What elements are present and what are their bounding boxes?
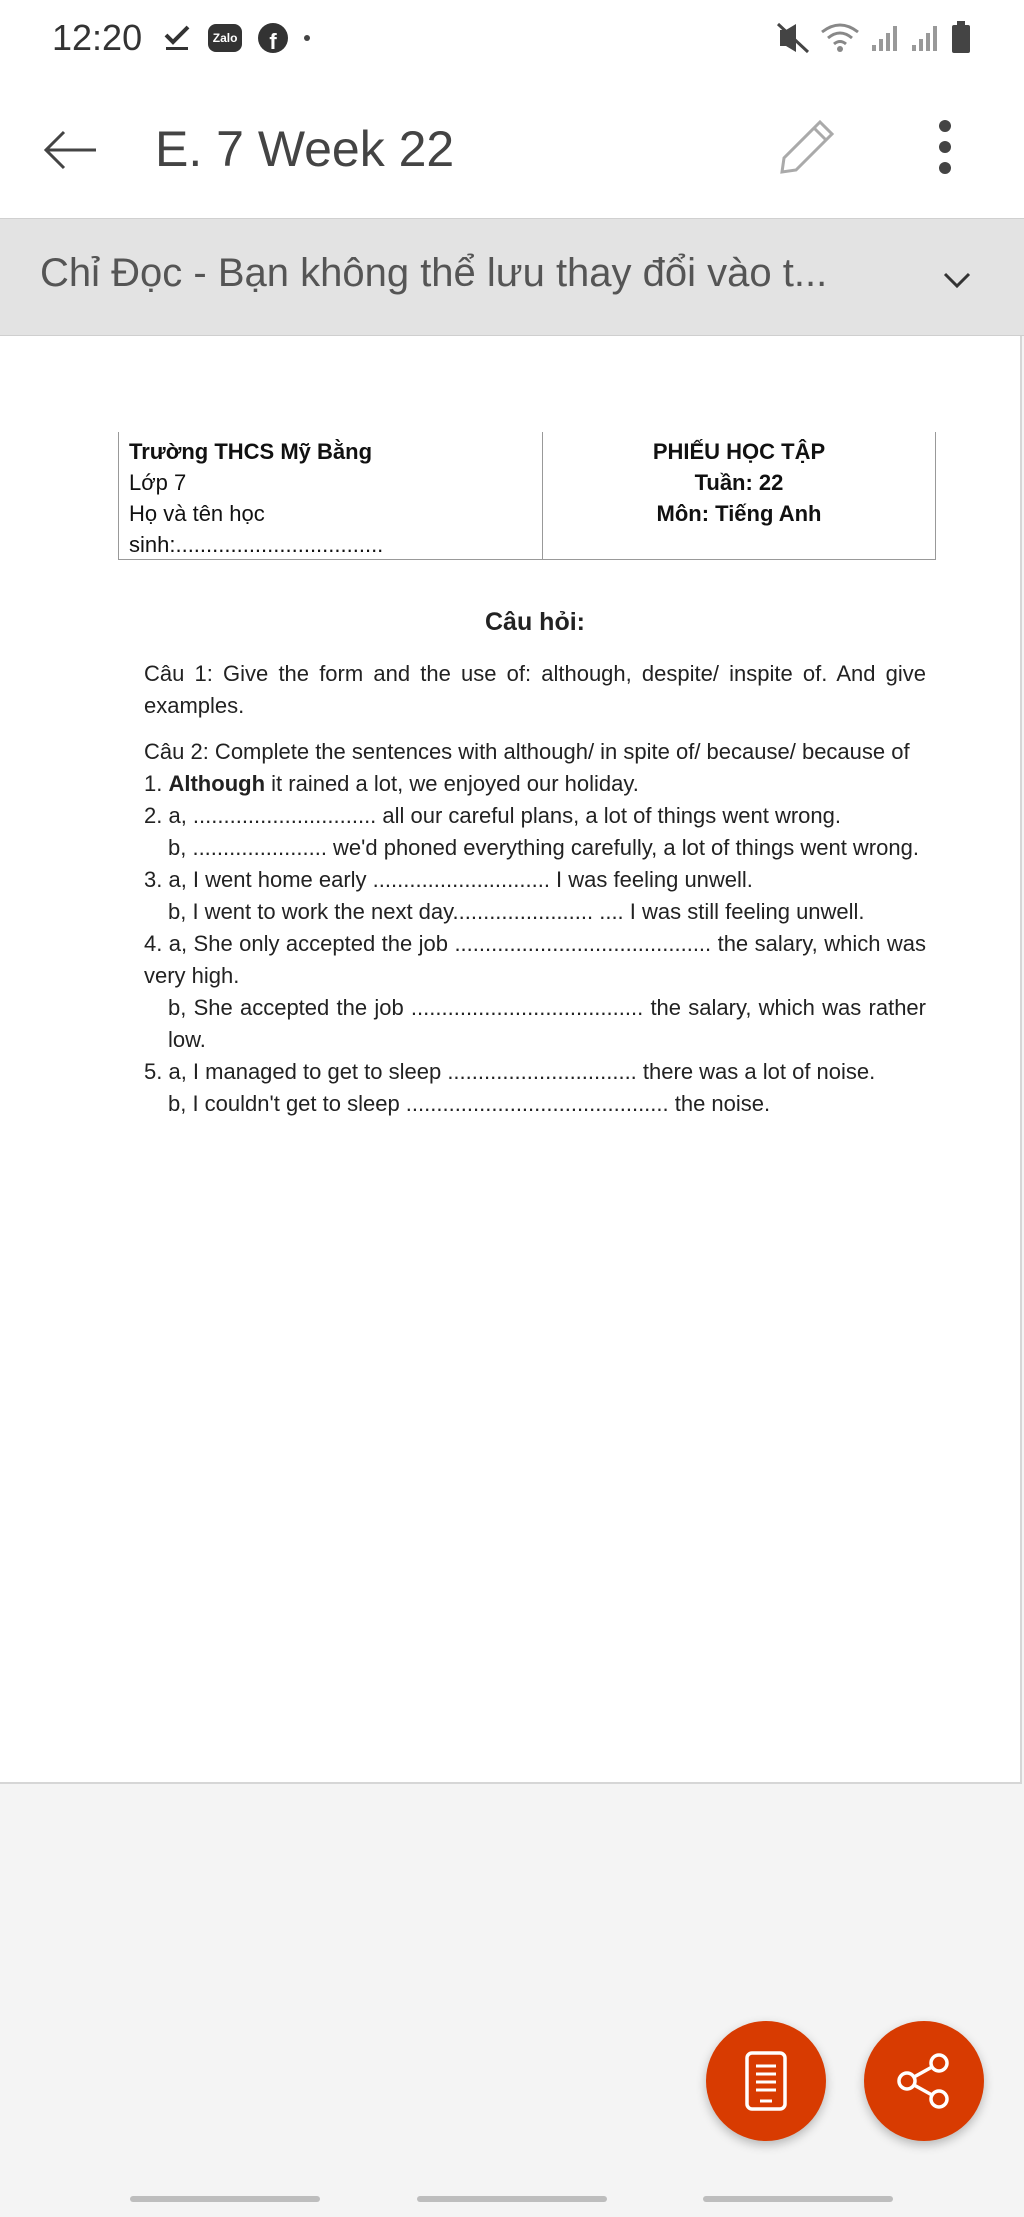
sentence-3a: 3. a, I went home early ............................. I was feeling unwell. <box>144 867 753 892</box>
edit-button[interactable] <box>772 112 842 182</box>
sentence-5b: b, I couldn't get to sleep ........................................... the noise. <box>168 1091 771 1116</box>
read-only-banner[interactable] <box>0 218 1024 336</box>
header-left-cell <box>119 432 543 559</box>
back-button[interactable] <box>40 120 100 180</box>
notification-icons <box>162 23 310 53</box>
app-bar <box>0 76 1024 218</box>
sentence-2b: b, ...................... we'd phoned everything carefully, a lot of things went wrong. <box>168 835 919 860</box>
phone-document-icon <box>742 2050 790 2112</box>
document-page[interactable] <box>0 336 1022 1784</box>
mute-icon <box>776 22 810 54</box>
status-time: 12:20 <box>52 17 143 58</box>
share-button[interactable] <box>864 2021 984 2141</box>
signal-icon <box>910 23 940 53</box>
download-done-icon <box>162 23 192 53</box>
home-button[interactable] <box>417 2196 607 2202</box>
question-heading: Câu hỏi: <box>485 608 585 636</box>
header-right-cell <box>543 432 935 559</box>
week-label: Tuần: 22 <box>694 470 784 495</box>
more-options-button[interactable] <box>920 112 970 182</box>
sentence-4a: 4. a, She only accepted the job .......................................... the salary, which was very high. <box>144 931 926 988</box>
document-body <box>144 606 926 1120</box>
sentence-1-answer: Although <box>168 771 266 796</box>
pencil-icon <box>776 116 838 178</box>
subject-label: Môn: Tiếng Anh <box>656 501 822 526</box>
battery-icon <box>950 21 972 55</box>
worksheet-title: PHIẾU HỌC TẬP <box>652 439 826 464</box>
question-1: Câu 1: Give the form and the use of: although, despite/ inspite of. And give examples. <box>144 661 926 718</box>
sentence-1-text: it rained a lot, we enjoyed our holiday. <box>271 771 639 796</box>
arrow-left-icon <box>42 130 98 170</box>
worksheet-header-table <box>118 432 936 560</box>
facebook-icon: f <box>258 23 288 53</box>
share-icon <box>894 2051 954 2111</box>
student-name-line: sinh:.................................. <box>129 532 384 557</box>
sentence-1-number: 1. <box>144 771 163 796</box>
sentence-4b: b, She accepted the job ...................................... the salary, which was rather low. <box>168 995 926 1052</box>
wifi-icon <box>820 22 860 54</box>
class-label: Lớp 7 <box>129 470 187 495</box>
dot-icon <box>304 35 310 41</box>
system-icons <box>776 21 972 55</box>
sentence-5a: 5. a, I managed to get to sleep ............................... there was a lot of noise. <box>144 1059 876 1084</box>
status-bar <box>0 0 1024 76</box>
system-navigation-bar <box>0 2178 1024 2217</box>
read-only-message: Chỉ Đọc - Bạn không thể lưu thay đổi vào t... <box>40 251 828 295</box>
sentence-3b: b, I went to work the next day....................... .... I was still feeling unwell. <box>168 899 865 924</box>
expand-banner-button[interactable] <box>934 257 980 303</box>
zalo-icon: Zalo <box>208 24 242 52</box>
recent-apps-button[interactable] <box>130 2196 320 2202</box>
signal-icon <box>870 23 900 53</box>
chevron-down-icon <box>942 270 972 290</box>
document-title: E. 7 Week 22 <box>155 121 455 177</box>
question-2: Câu 2: Complete the sentences with although/ in spite of/ because/ because of <box>144 739 910 764</box>
back-nav-button[interactable] <box>703 2196 893 2202</box>
school-name: Trường THCS Mỹ Bằng <box>129 439 373 464</box>
reading-view-button[interactable] <box>706 2021 826 2141</box>
sentence-1 <box>144 768 926 800</box>
sentence-2a: 2. a, .............................. all our careful plans, a lot of things went wrong. <box>144 803 841 828</box>
student-name-label: Họ và tên học <box>129 501 265 526</box>
more-vertical-icon <box>938 119 952 175</box>
